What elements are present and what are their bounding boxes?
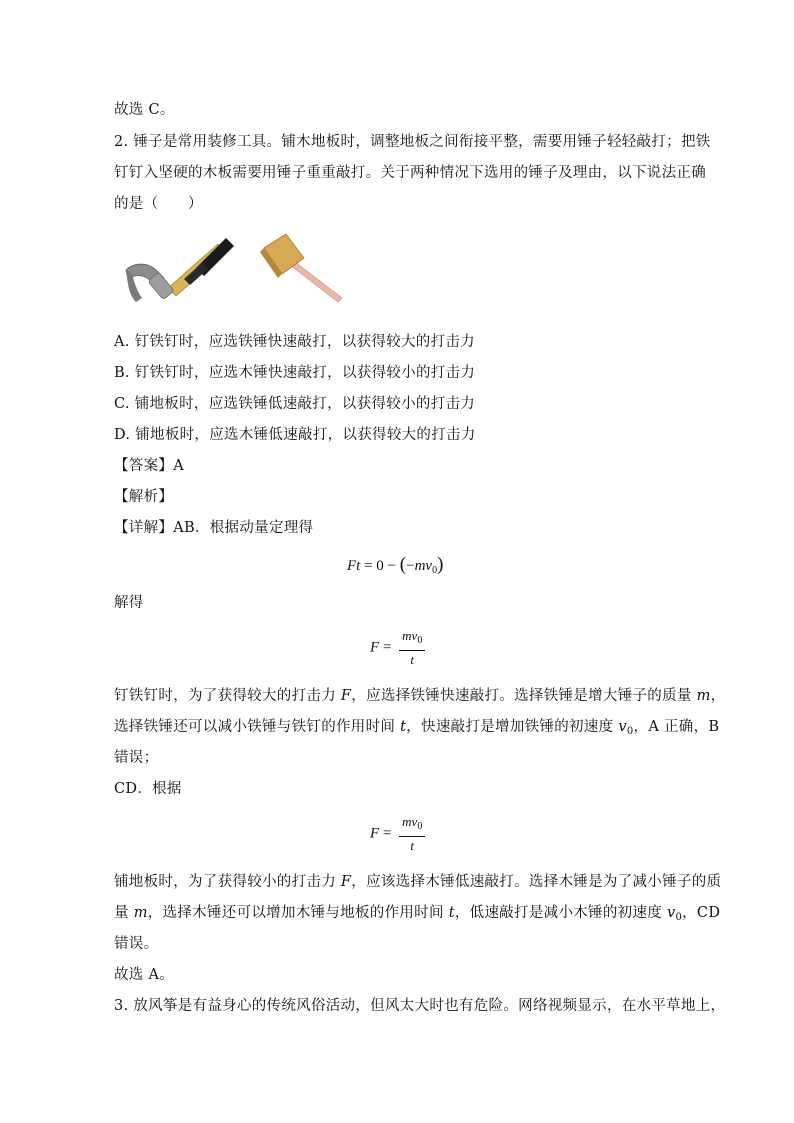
jiede-line: 解得: [114, 595, 144, 611]
momentum-formula: $Ft = 0 - (-mv_0)$: [347, 554, 444, 576]
paragraph-3: 错误；: [114, 750, 159, 766]
paragraph-2: 选择铁锤还可以减小铁锤与铁钉的作用时间 t，快速敲打是增加铁锤的初速度 $v_0$，A 正确，B: [114, 719, 720, 737]
text-line: 故选 C。: [114, 102, 175, 118]
paragraph-4: 铺地板时，为了获得较小的打击力 F，应该选择木锤低速敲打。选择木锤是为了减小锤子的质: [114, 874, 722, 890]
option-b: B. 钉铁钉时，应选木锤快速敲打，以获得较小的打击力: [114, 365, 476, 381]
question-2-line-2: 钉钉入坚硬的木板需要用锤子重重敲打。关于两种情况下选用的锤子及理由，以下说法正确: [114, 165, 706, 181]
cd-line: CD．根据: [114, 781, 182, 797]
detail-line: 【详解】AB．根据动量定理得: [114, 520, 314, 536]
paragraph-1: 钉铁钉时，为了获得较大的打击力 F，应选择铁锤快速敲打。选择铁锤是增大锤子的质量 m，: [114, 688, 726, 704]
paragraph-5: 量 m，选择木锤还可以增加木锤与地板的作用时间 t，低速敲打是减小木锤的初速度 $v_0$，CD: [114, 905, 721, 923]
hammer-illustration: [118, 228, 348, 310]
paragraph-6: 错误。: [114, 936, 159, 952]
option-c: C. 铺地板时，应选铁锤低速敲打，以获得较小的打击力: [114, 396, 476, 412]
question-2-line-3: 的是（ ）: [114, 196, 203, 212]
force-formula-1: F = $\frac{mv_0}{t}$: [370, 628, 425, 668]
question-3-line-1: 3. 放风筝是有益身心的传统风俗活动，但风太大时也有危险。网络视频显示，在水平草地上，: [114, 998, 726, 1014]
force-formula-2: F = $\frac{mv_0}{t}$: [370, 814, 425, 854]
iron-hammer-icon: [126, 238, 234, 302]
option-a: A. 钉铁钉时，应选铁锤快速敲打，以获得较大的打击力: [114, 334, 475, 350]
paragraph-7: 故选 A。: [114, 967, 175, 983]
answer-line: 【答案】A: [114, 458, 184, 474]
analysis-heading: 【解析】: [114, 489, 174, 505]
question-2-line-1: 2. 锤子是常用装修工具。铺木地板时，调整地板之间衔接平整，需要用锤子轻轻敲打；把铁: [114, 134, 711, 150]
option-d: D. 铺地板时，应选木锤低速敲打，以获得较大的打击力: [114, 427, 476, 443]
wooden-mallet-icon: [260, 234, 342, 302]
